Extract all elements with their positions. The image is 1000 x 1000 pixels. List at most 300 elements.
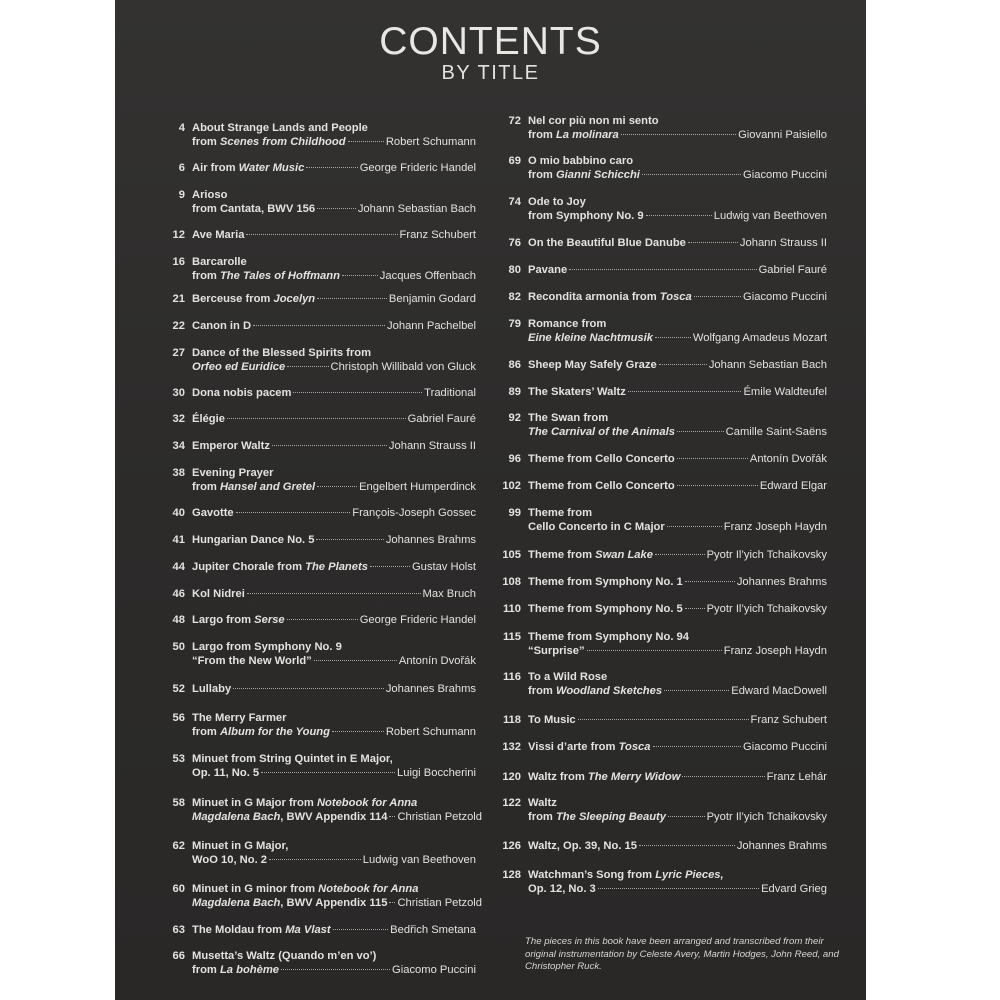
dot-leader [236,512,351,513]
entry-title: Recondita armonia from Tosca [528,291,692,303]
entry-title: To Music [528,714,576,726]
entry-title: Minuet in G Major from Notebook for Anna [192,797,418,809]
dot-leader [685,581,735,582]
entry-work-italic: The Sleeping Beauty [555,810,667,823]
entry-work-italic: Tosca [618,741,651,753]
entry-source: Op. 12, No. 3 [528,882,596,895]
page-number: 92 [508,412,521,424]
entry-title: The Merry Farmer [192,712,287,724]
entry-composer: Traditional [424,387,476,399]
entry-title-line [192,467,476,481]
entry-title: Waltz [528,797,557,809]
entry-composer-line [528,771,827,785]
entry-title-line [192,189,476,203]
page-number: 62 [172,840,185,852]
entry-title: Romance from [528,318,607,330]
page-number: 21 [172,293,185,305]
entry-composer: Johannes Brahms [736,840,827,852]
dot-leader [659,364,707,365]
dot-leader [227,418,406,419]
page-number: 132 [502,741,521,753]
entry-title: The Skaters’ Waltz [528,386,626,398]
entry-work-italic: The Merry Widow [587,771,681,783]
entry-composer-line [192,614,476,628]
entry-title: Barcarolle [192,256,247,268]
entry-composer: Johann Strauss II [739,237,827,249]
page-number: 41 [172,534,185,546]
entry-composer: Franz Schubert [399,229,476,241]
entry-title: Minuet in G minor from Notebook for Anna [192,883,419,895]
entry-composer: Max Bruch [422,588,476,600]
entry-body [192,440,476,454]
entry-source: from Gianni Schicchi [528,168,640,181]
entry-body [528,631,827,658]
entry-composer-line [192,964,476,978]
entry-source: “From the New World” [192,654,312,667]
page-number: 4 [178,122,185,134]
dot-leader [642,174,741,175]
dot-leader [639,845,735,846]
entry-composer-line [192,361,476,375]
entry-composer-line [192,854,476,868]
entry-body [528,480,827,494]
dot-leader [246,234,397,235]
entry-composer-line [528,840,827,854]
page-number: 56 [172,712,185,724]
entry-composer: Giacomo Puccini [392,963,476,976]
dot-leader [653,746,742,747]
page-title: CONTENTS [379,20,602,63]
entry-composer: Luigi Boccherini [397,766,476,779]
entry-title-line [528,412,827,426]
entry-composer-line [192,293,476,307]
entry-title: Kol Nidrei [192,588,245,600]
entry-composer: Franz Schubert [750,714,827,726]
entry-title: Dance of the Blessed Spirits from [192,347,372,359]
entry-work-italic: Eine kleine Nachtmusik [528,331,653,344]
page-number: 48 [172,614,185,626]
dot-leader [688,242,738,243]
page-number: 38 [172,467,185,479]
page-number: 30 [172,387,185,399]
page-number: 80 [508,264,521,276]
entry-title-line [528,155,827,169]
entry-body [528,386,827,400]
dot-leader [389,816,395,817]
page-number: 110 [502,603,521,615]
entry-title: Air from Water Music [192,162,305,174]
entry-title: Ave Maria [192,229,245,241]
dot-leader [253,325,385,326]
entry-body [192,256,476,283]
entry-source: from Hansel and Gretel [192,480,316,493]
arrangement-note: The pieces in this book have been arranged and transcribed from their original instrumentation by Celeste Avery, Martin Hodges, John Reed, and Christopher Ruck. [525,936,839,973]
entry-composer-line [528,210,827,224]
entry-composer-line [192,440,476,454]
entry-work-italic: Woodland Sketches [555,684,663,697]
entry-body [528,115,827,142]
entry-composer: Benjamin Godard [388,293,476,305]
dot-leader [314,660,397,661]
entry-composer-line [528,453,827,467]
entry-composer-line [192,229,476,243]
entry-title: Vissi d’arte from Tosca [528,741,651,753]
entry-body [192,753,476,780]
dot-leader [587,650,722,651]
entry-title-line [528,631,827,645]
page-number: 63 [172,924,185,936]
entry-title: Largo from Symphony No. 9 [192,641,342,653]
page-number: 108 [502,576,521,588]
entry-title-line [192,256,476,270]
entry-source: from The Tales of Hoffmann [192,269,340,282]
entry-source: from Scenes from Childhood [192,135,346,148]
entry-work-italic: The Planets [305,561,368,573]
entry-title: Largo from Serse [192,614,285,626]
entry-composer-line [528,603,827,617]
entry-body [528,771,827,785]
page-number: 96 [508,453,521,465]
entry-work-italic: Tosca [659,291,692,303]
page-number: 66 [172,950,185,962]
dot-leader [261,772,395,773]
entry-body [192,122,476,149]
entry-composer: Christian Petzold [397,810,483,823]
dot-leader [668,816,705,817]
page-number: 60 [172,883,185,895]
page-number: 9 [178,189,185,201]
entry-title: Pavane [528,264,568,276]
entry-composer-line [528,714,827,728]
entry-title: Theme from Cello Concerto [528,480,675,492]
entry-composer-line [192,655,476,669]
entry-work-italic: Swan Lake [595,549,653,561]
page-number: 22 [172,320,185,332]
entry-title-line [192,840,476,854]
dot-leader [269,859,361,860]
entry-title: Minuet from String Quintet in E Major, [192,753,393,765]
entry-composer: Wolfgang Amadeus Mozart [692,331,827,344]
entry-body [528,318,827,345]
entry-title: Dona nobis pacem [192,387,292,399]
page-number: 69 [508,155,521,167]
dot-leader [389,902,395,903]
entry-composer: George Frideric Handel [359,162,476,174]
entry-body [528,576,827,590]
entry-title: The Swan from [528,412,609,424]
entry-composer: Franz Joseph Haydn [723,520,827,533]
entry-work-italic: Water Music [238,162,305,174]
page-number: 99 [508,507,521,519]
entry-body [192,683,476,697]
entry-work-italic: Album for the Young [219,725,330,738]
entry-composer-line [192,924,476,938]
entry-source: from Album for the Young [192,725,330,738]
entry-composer: Robert Schumann [385,725,476,738]
entry-title-line [192,347,476,361]
entry-title: Evening Prayer [192,467,274,479]
entry-source: Magdalena Bach, BWV Appendix 115 [192,896,388,909]
page-number: 53 [172,753,185,765]
entry-composer-line [192,896,483,911]
dot-leader [598,888,759,889]
page-number: 46 [172,588,185,600]
dot-leader [667,526,722,527]
page-number: 27 [172,347,185,359]
entry-composer: Pyotr Il’yich Tchaikovsky [706,549,827,561]
entry-composer: Pyotr Il’yich Tchaikovsky [706,603,827,615]
page-number: 12 [172,229,185,241]
entry-source [192,361,285,375]
entry-composer: Franz Joseph Haydn [723,644,827,657]
entry-source: Magdalena Bach, BWV Appendix 114 [192,810,388,823]
entry-body [528,714,827,728]
entry-title: Canon in D [192,320,252,332]
entry-body [192,614,476,628]
entry-composer: Johann Strauss II [388,440,476,452]
entry-body [192,924,476,938]
entry-body [528,840,827,854]
entry-composer-line [528,685,827,699]
entry-body [528,264,827,278]
entry-composer-line [192,810,483,825]
dot-leader [578,719,749,720]
dot-leader [685,608,705,609]
page-number: 105 [502,549,521,561]
entry-title-line [528,797,827,811]
entry-title: Theme from Symphony No. 5 [528,603,683,615]
entry-composer-line [192,767,476,781]
dot-leader [293,392,422,393]
entry-composer-line [528,645,827,659]
page-number: 72 [508,115,521,127]
entry-composer: Antonín Dvořák [749,453,827,465]
dot-leader [621,134,736,135]
entry-composer-line [528,549,827,563]
entry-source: from Symphony No. 9 [528,209,644,222]
entry-body [192,883,483,910]
dot-leader [370,566,410,567]
entry-composer: Giacomo Puccini [743,168,827,181]
entry-title-line [528,507,827,521]
entry-composer: Pyotr Il’yich Tchaikovsky [706,810,827,823]
entry-composer-line [192,588,476,602]
entry-title: Watchman’s Song from Lyric Pieces, [528,869,724,881]
entry-composer-line [192,683,476,697]
dot-leader [272,445,387,446]
entry-composer-line [192,270,476,284]
page-number: 126 [502,840,521,852]
entry-title: Emperor Waltz [192,440,270,452]
entry-composer: Jacques Offenbach [379,269,476,282]
entry-body [192,293,476,307]
page-number: 32 [172,413,185,425]
entry-title-line [192,950,476,964]
dot-leader [287,366,328,367]
entry-body [528,603,827,617]
page-number: 6 [178,162,185,174]
entry-body [192,162,476,176]
entry-source: “Surprise” [528,644,585,657]
entry-title-line [192,883,476,897]
dot-leader [306,167,357,168]
entry-body [192,413,476,427]
dot-leader [664,690,729,691]
entry-composer: Gabriel Fauré [758,264,827,276]
entry-composer-line [192,534,476,548]
page-number: 76 [508,237,521,249]
entry-composer-line [528,129,827,143]
entry-title: Minuet in G Major, [192,840,289,852]
entry-composer-line [192,507,476,521]
entry-body [528,869,827,896]
dot-leader [233,688,384,689]
dot-leader [569,269,756,270]
entry-title-line [192,641,476,655]
page-number: 52 [172,683,185,695]
entry-composer: Edward Elgar [759,480,827,492]
entry-composer: Ludwig van Beethoven [362,853,476,866]
entry-composer-line [192,561,476,575]
entry-composer: François-Joseph Gossec [352,507,476,519]
entry-work-italic: Gianni Schicchi [555,168,640,181]
entry-composer: Edward MacDowell [731,684,827,697]
page-number: 79 [508,318,521,330]
entry-title-italic: Notebook for Anna [318,883,419,895]
entry-body [528,797,827,824]
entry-title: Theme from Swan Lake [528,549,653,561]
entry-body [528,155,827,182]
entry-composer-line [528,741,827,755]
entry-composer-line [528,169,827,183]
page-number: 86 [508,359,521,371]
entry-composer: Bedřich Smetana [390,924,476,936]
entry-composer-line [192,320,476,334]
entry-composer: George Frideric Handel [359,614,476,626]
entry-title: Jupiter Chorale from The Planets [192,561,368,573]
entry-source: from Woodland Sketches [528,684,663,697]
dot-leader [317,298,387,299]
entry-work-italic: Orfeo ed Euridice [192,360,286,373]
entry-composer: Camille Saint-Saëns [725,425,827,438]
entry-composer: Johann Sebastian Bach [708,359,827,371]
entry-composer: Ludwig van Beethoven [713,209,827,222]
entry-work-italic: Jocelyn [273,293,316,305]
entry-composer-line [192,387,476,401]
dot-leader [646,215,712,216]
entry-composer-line [528,264,827,278]
dot-leader [348,141,384,142]
entry-composer: Giacomo Puccini [743,291,827,303]
entry-body [528,453,827,467]
entry-composer-line [528,359,827,373]
page-number: 44 [172,561,185,573]
entry-composer: Johannes Brahms [736,576,827,588]
entry-title: Theme from Symphony No. 94 [528,631,690,643]
entry-composer-line [528,883,827,897]
entry-source: from The Sleeping Beauty [528,810,667,823]
entry-title: Waltz, Op. 39, No. 15 [528,840,637,852]
entry-body [192,712,476,739]
entry-work-italic: Magdalena Bach [192,896,281,909]
entry-source: WoO 10, No. 2 [192,853,268,866]
entry-title: The Moldau from Ma Vlast [192,924,331,936]
page-number: 89 [508,386,521,398]
entry-work-italic: Magdalena Bach [192,810,281,823]
entry-body [192,320,476,334]
entry-title: Lullaby [192,683,232,695]
dot-leader [332,731,384,732]
entry-title: Nel cor più non mi sento [528,115,659,127]
entry-title: On the Beautiful Blue Danube [528,237,686,249]
entry-title-line [528,671,827,685]
entry-body [528,549,827,563]
page-number: 82 [508,291,521,303]
entry-title: Theme from Cello Concerto [528,453,675,465]
entry-composer-line [528,386,827,400]
entry-work-italic: La bohème [219,963,280,976]
entry-composer-line [528,332,827,346]
entry-body [528,196,827,223]
page-number: 34 [172,440,185,452]
entry-source [528,426,675,440]
entry-title: Arioso [192,189,228,201]
entry-title-line [192,797,476,811]
dot-leader [333,929,389,930]
entry-composer: Franz Lehár [766,771,827,783]
dot-leader [677,485,758,486]
entry-body [528,291,827,305]
entry-title-italic: Lyric Pieces, [655,869,724,881]
entry-title: Élégie [192,413,225,425]
entry-composer-line [192,413,476,427]
dot-leader [281,969,390,970]
dot-leader [317,208,356,209]
entry-title: Theme from [528,507,593,519]
entry-composer: Christian Petzold [397,896,483,909]
entry-body [192,347,476,374]
entry-composer-line [192,481,476,495]
entry-title: Berceuse from Jocelyn [192,293,316,305]
entry-composer: Antonín Dvořák [398,654,476,667]
entry-composer: Edvard Grieg [761,882,827,895]
entry-title: Musetta’s Waltz (Quando m’en vo’) [192,950,377,962]
entry-body [192,641,476,668]
dot-leader [287,619,358,620]
page-number: 16 [172,256,185,268]
entry-composer-line [528,576,827,590]
entry-composer: Robert Schumann [385,135,476,148]
entry-composer: Giovanni Paisiello [738,128,827,141]
page-number: 58 [172,797,185,809]
entry-composer-line [192,726,476,740]
entry-composer-line [528,811,827,825]
page-number: 128 [502,869,521,881]
entry-title-line [528,318,827,332]
dot-leader [317,486,357,487]
entry-body [192,797,483,824]
entry-title-line [528,869,827,883]
dot-leader [655,337,691,338]
entry-body [192,588,476,602]
page-number: 50 [172,641,185,653]
entry-title-line [192,122,476,136]
entry-body [192,534,476,548]
entry-composer-line [528,521,827,535]
dot-leader [677,458,748,459]
entry-composer: Johann Pachelbel [387,320,476,332]
entry-work-italic: Scenes from Childhood [219,135,346,148]
